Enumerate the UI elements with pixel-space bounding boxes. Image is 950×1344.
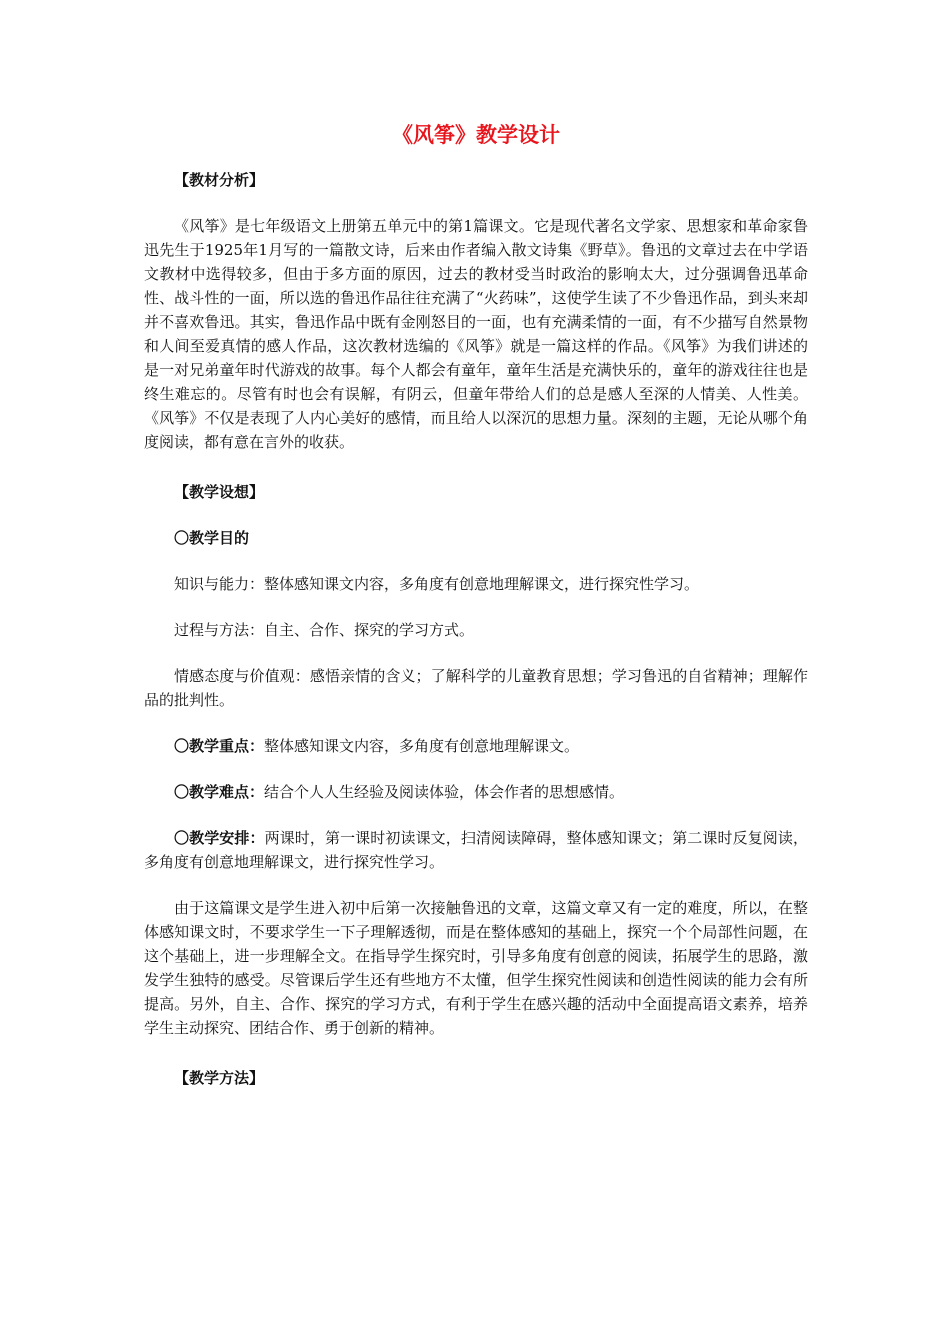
difficulty-label: 〇教学难点： [174,783,265,801]
teaching-key-point [144,734,808,758]
key-point-label: 〇教学重点： [174,737,265,755]
teaching-difficulty [144,780,808,804]
document-content [144,120,808,1090]
document-title: 《风筝》教学设计 [392,123,560,147]
goal-process: 过程与方法：自主、合作、探究的学习方式。 [174,621,475,639]
teaching-goals-heading: 〇教学目的 [174,529,250,547]
section-heading-teaching-method: 【教学方法】 [174,1069,265,1087]
goal-knowledge: 知识与能力：整体感知课文内容，多角度有创意地理解课文，进行探究性学习。 [174,575,700,593]
goal-emotion: 情感态度与价值观：感悟亲情的含义；了解科学的儿童教育思想；学习鲁迅的自省精神；理解作品的批判性。 [144,667,808,709]
arrangement-text: 两课时，第一课时初读课文，扫清阅读障碍，整体感知课文；第二课时反复阅读，多角度有创意地理解课文，进行探究性学习。 [144,829,808,871]
arrangement-label: 〇教学安排： [174,829,265,847]
section-heading-teaching-plan: 【教学设想】 [174,483,265,501]
key-point-text: 整体感知课文内容，多角度有创意地理解课文。 [264,737,580,755]
textbook-analysis-paragraph: 《风筝》是七年级语文上册第五单元中的第1篇课文。它是现代著名文学家、思想家和革命家鲁迅先生于1925年1月写的一篇散文诗，后来由作者编入散文诗集《野草》。鲁迅的文章过去在中学语文教材中选得较多，但由于多方面的原因，过去的教材受当时政治的影响太大，过分强调鲁迅革命性、战斗性的一面，所以选的鲁迅作品往往充满了“火药味”，这使学生读了不少鲁迅作品，到头来却并不喜欢鲁迅。其实，鲁迅作品中既有金刚怒目的一面，也有充满柔情的一面，有不少描写自然景物和人间至爱真情的感人作品，这次教材选编的《风筝》就是一篇这样的作品。《风筝》为我们讲述的是一对兄弟童年时代游戏的故事。每个人都会有童年，童年生活是充满快乐的，童年的游戏往往也是终生难忘的。尽管有时也会有误解，有阴云，但童年带给人们的总是感人至深的人情美、人性美。《风筝》不仅是表现了人内心美好的感情，而且给人以深沉的思想力量。深刻的主题，无论从哪个角度阅读，都有意在言外的收获。 [144,217,808,451]
difficulty-text: 结合个人人生经验及阅读体验，体会作者的思想感情。 [264,783,625,801]
teaching-arrangement [144,826,808,874]
section-heading-textbook-analysis: 【教材分析】 [174,171,265,189]
teaching-explanation-paragraph: 由于这篇课文是学生进入初中后第一次接触鲁迅的文章，这篇文章又有一定的难度，所以，在整体感知课文时，不要求学生一下子理解透彻，而是在整体感知的基础上，探究一个个局部性问题，在这个基础上，进一步理解全文。在指导学生探究时，引导多角度有创意的阅读，拓展学生的思路，激发学生独特的感受。尽管课后学生还有些地方不太懂，但学生探究性阅读和创造性阅读的能力会有所提高。另外，自主、合作、探究的学习方式，有利于学生在感兴趣的活动中全面提高语文素养，培养学生主动探究、团结合作、勇于创新的精神。 [144,899,808,1037]
